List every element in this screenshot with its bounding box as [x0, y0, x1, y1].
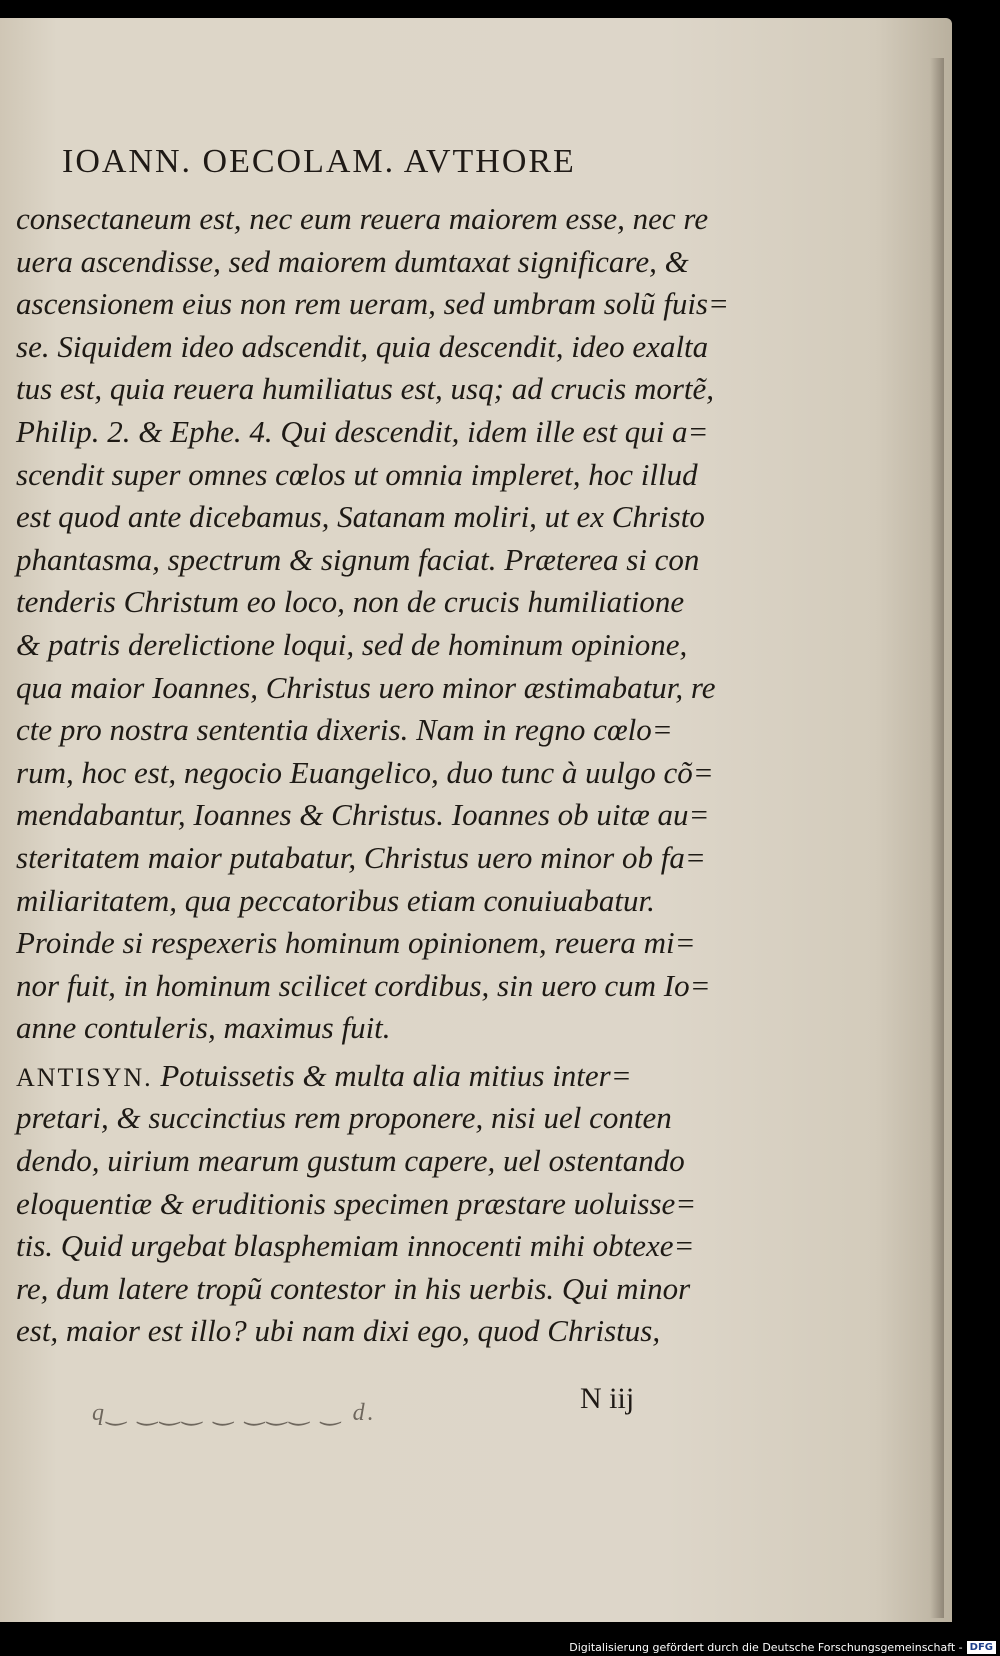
text-line: est, maior est illo? ubi nam dixi ego, quod Christus, [16, 1313, 661, 1349]
text-line: re, dum latere tropũ contestor in his uerbis. Qui minor [16, 1270, 691, 1306]
page-edge-shadow [930, 58, 944, 1618]
text-line: mendabantur, Ioannes & Christus. Ioannes ob uitæ au= [16, 797, 710, 833]
text-line: uera ascendisse, sed maiorem dumtaxat significare, & [16, 243, 689, 279]
text-line: nor fuit, in hominum scilicet cordibus, sin uero cum Io= [16, 967, 711, 1003]
text-line: Philip. 2. & Ephe. 4. Qui descendit, idem ille est qui a= [16, 413, 709, 449]
text-line: rum, hoc est, negocio Euangelico, duo tunc à uulgo cõ= [16, 754, 714, 790]
text-line: tenderis Christum eo loco, non de crucis humiliatione [16, 584, 685, 620]
text-line: & patris derelictione loqui, sed de hominum opinione, [16, 626, 688, 662]
text-line: ascensionem eius non rem ueram, sed umbram solũ fuis= [16, 286, 729, 322]
text-line: scendit super omnes cœlos ut omnia impleret, hoc illud [16, 456, 698, 492]
text-line: tus est, quia reuera humiliatus est, usq; ad crucis mortẽ, [16, 371, 715, 407]
text-line: qua maior Ioannes, Christus uero minor æstimabatur, re [16, 669, 716, 705]
paragraph-start [16, 1055, 716, 1098]
signature-mark: N iij [580, 1382, 635, 1415]
text-line: eloquentiæ & eruditionis specimen præstare uoluisse= [16, 1185, 697, 1221]
text-line: consectaneum est, nec eum reuera maiorem esse, nec re [16, 201, 709, 236]
text-line: anne contuleris, maximus fuit. [16, 1010, 391, 1046]
text-line: steritatem maior putabatur, Christus uero minor ob fa= [16, 839, 706, 875]
speaker-label: ANTISYN. [16, 1062, 153, 1092]
text-line: dendo, uirium mearum gustum capere, uel ostentando [16, 1143, 685, 1179]
text-line: est quod ante dicebamus, Satanam moliri, ut ex Christo [16, 499, 705, 535]
dfg-logo-icon: DFG [967, 1641, 996, 1654]
text-line: se. Siquidem ideo adscendit, quia descendit, ideo exalta [16, 328, 709, 364]
digitization-footer [569, 1641, 996, 1654]
text-line: cte pro nostra sententia dixeris. Nam in regno cœlo= [16, 712, 673, 748]
book-page [0, 18, 952, 1622]
footer-credit: Digitalisierung gefördert durch die Deutsche Forschungsgemeinschaft - [569, 1641, 963, 1654]
text-line: miliaritatem, qua peccatoribus etiam conuiuabatur. [16, 882, 655, 918]
catchword-line: q‿ ‿‿‿ ‿ ‿‿‿ ‿ d. [92, 1400, 377, 1426]
page-body [16, 198, 729, 1353]
text-line: Potuissetis & multa alia mitius inter= [160, 1057, 632, 1093]
text-line: Proinde si respexeris hominum opinionem, reuera mi= [16, 925, 696, 961]
running-header: IOANN. OECOLAM. AVTHORE [62, 143, 576, 180]
text-line: tis. Quid urgebat blasphemiam innocenti mihi obtexe= [16, 1228, 695, 1264]
text-line: phantasma, spectrum & signum faciat. Præterea si con [16, 541, 700, 577]
text-line: pretari, & succinctius rem proponere, nisi uel conten [16, 1100, 672, 1136]
